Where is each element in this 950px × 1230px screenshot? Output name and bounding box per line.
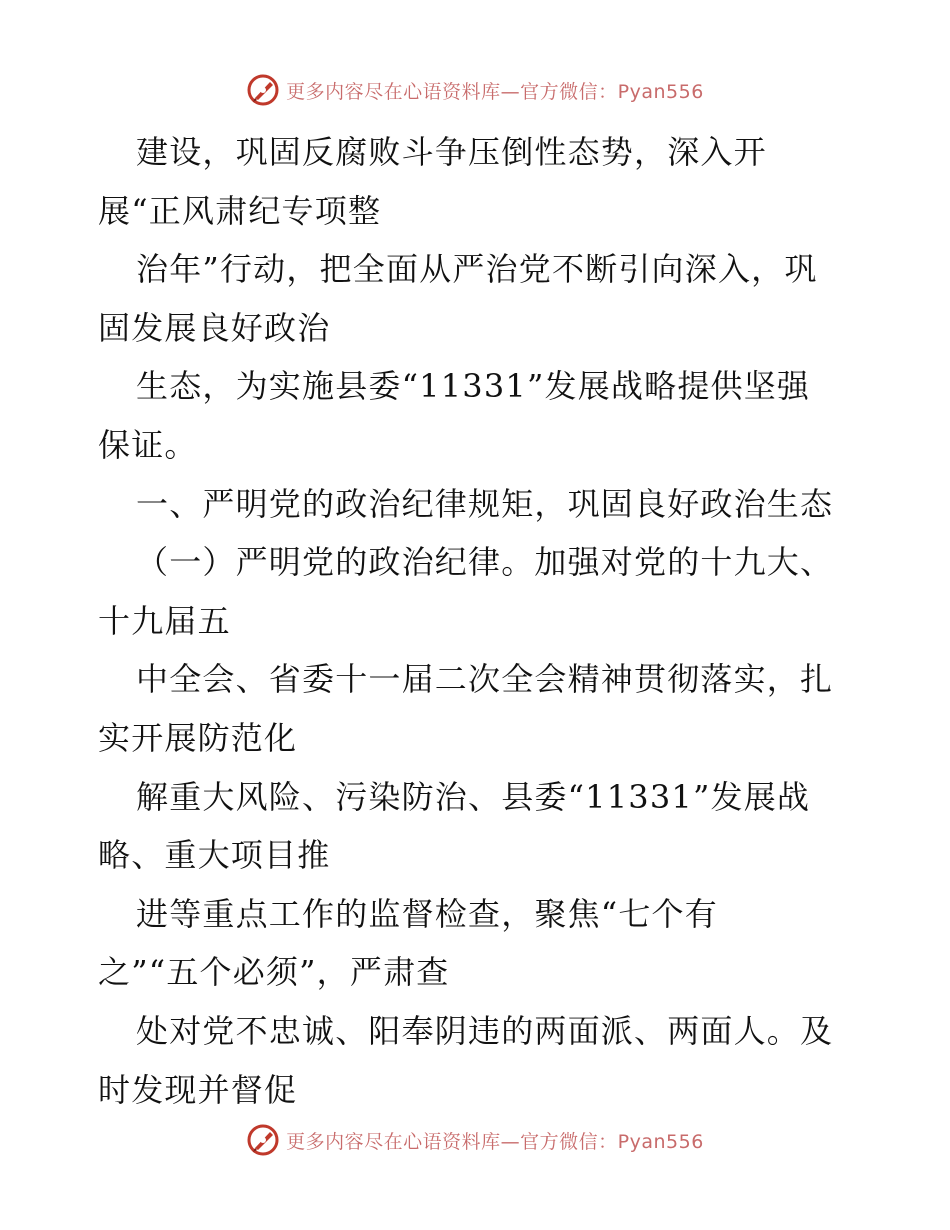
body-line: 固发展良好政治 (98, 308, 331, 347)
document-body (98, 123, 868, 1119)
body-line: 生态，为实施县委“11331”发展战略提供坚强 (136, 367, 811, 406)
footer-watermark-banner (0, 1120, 950, 1160)
subsection-heading: （一）严明党的政治纪律。加强对党的十九大、 (136, 543, 834, 582)
body-line: 进等重点工作的监督检查，聚焦“七个有 (136, 894, 718, 933)
body-line: 实开展防范化 (98, 718, 298, 757)
body-line: 时发现并督促 (98, 1070, 298, 1109)
body-line: 建设，巩固反腐败斗争压倒性态势，深入开 (136, 133, 767, 171)
body-line: 处对党不忠诚、阳奉阴违的两面派、两面人。及 (136, 1011, 834, 1050)
body-line: 解重大风险、污染防治、县委“11331”发展战 (136, 777, 811, 816)
header-watermark-banner (0, 70, 950, 110)
body-line: 略、重大项目推 (98, 836, 331, 875)
body-line: 展“正风肃纪专项整 (98, 191, 382, 230)
body-line: 十九届五 (98, 601, 231, 640)
pen-logo-icon (246, 73, 280, 107)
body-line: 之”“五个必须”，严肃查 (98, 953, 450, 992)
body-line: 中全会、省委十一届二次全会精神贯彻落实，扎 (136, 660, 834, 699)
body-line: 保证。 (98, 425, 198, 464)
pen-logo-icon (246, 1123, 280, 1157)
footer-watermark-text: 更多内容尽在心语资料库—官方微信：Pyan556 (286, 1130, 704, 1153)
section-heading: 一、严明党的政治纪律规矩，巩固良好政治生态 (136, 484, 834, 523)
body-line: 治年”行动，把全面从严治党不断引向深入，巩 (136, 250, 818, 289)
header-watermark-text: 更多内容尽在心语资料库—官方微信：Pyan556 (286, 80, 704, 103)
